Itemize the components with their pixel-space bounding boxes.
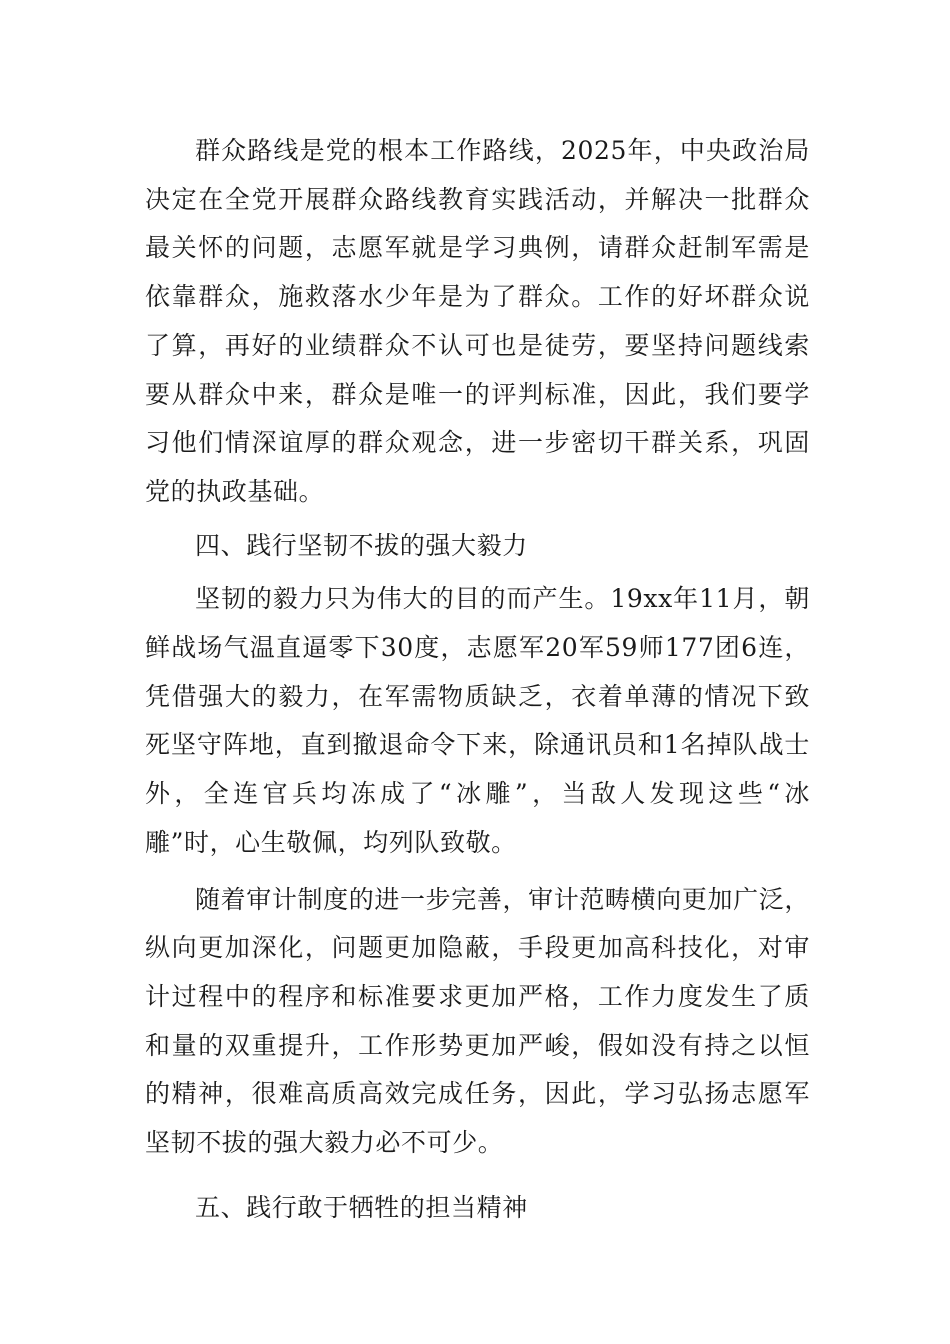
paragraph-audit-system: 随着审计制度的进一步完善，审计范畴横向更加广泛，纵向更加深化，问题更加隐蔽，手段更加高科技化，对审计过程中的程序和标准要求更加严格，工作力度发生了质和量的双重提升，工作形势更加严峻，假如没有持之以恒的精神，很难高质高效完成任务，因此，学习弘扬志愿军坚韧不拔的强大毅力必不可少。: [145, 884, 810, 1158]
paragraph-perseverance: 坚韧的毅力只为伟大的目的而产生。19xx年11月，朝鲜战场气温直逼零下30度，志愿军20军59师177团6连，凭借强大的毅力，在军需物质缺乏，衣着单薄的情况下致死坚守阵地，直到撤退命令下来，除通讯员和1名掉队战士外，全连官兵均冻成了“冰雕”，当敌人发现这些“冰雕”时，心生敬佩，均列队致敬。: [145, 584, 810, 857]
section-heading-four: 四、践行坚韧不拔的强大毅力: [195, 530, 528, 560]
document-body: [145, 127, 810, 1237]
section-heading-five: 五、践行敢于牺牲的担当精神: [195, 1192, 528, 1222]
paragraph-mass-line: 群众路线是党的根本工作路线，2025年，中央政治局决定在全党开展群众路线教育实践活动，并解决一批群众最关怀的问题，志愿军就是学习典例，请群众赶制军需是依靠群众，施救落水少年是为了群众。工作的好坏群众说了算，再好的业绩群众不认可也是徒劳，要坚持问题线索要从群众中来，群众是唯一的评判标准，因此，我们要学习他们情深谊厚的群众观念，进一步密切干群关系，巩固党的执政基础。: [145, 136, 810, 506]
